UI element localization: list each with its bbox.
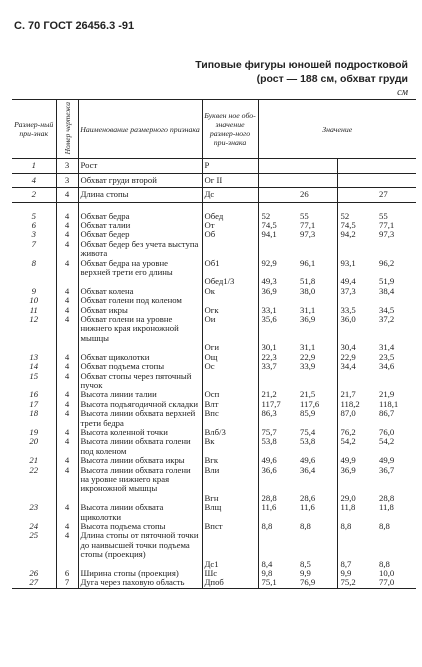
row-symbol: Огк <box>202 306 258 315</box>
row-number: 19 <box>12 428 56 437</box>
table-row <box>12 259 416 278</box>
row-number: 3 <box>12 230 56 239</box>
row-number: 1 <box>12 159 56 173</box>
row-value: 55 <box>297 202 337 221</box>
row-value: 92,9 <box>261 257 277 268</box>
row-value: 8,5 <box>297 560 337 569</box>
row-value: 74,5 <box>261 220 277 230</box>
row-value: 8,8 <box>379 558 390 569</box>
row-name: Обхват икры <box>78 306 202 315</box>
row-value: 8,7 <box>340 558 352 569</box>
table-row <box>12 437 416 456</box>
row-symbol <box>202 531 258 559</box>
row-symbol: Ос <box>202 362 258 371</box>
row-number: 4 <box>12 173 56 187</box>
table-row <box>12 240 416 259</box>
row-value: 33,9 <box>297 362 337 371</box>
row-number: 23 <box>12 503 56 522</box>
row-symbol <box>202 240 258 259</box>
row-chart: 4 <box>56 221 78 230</box>
row-number: 22 <box>12 466 56 494</box>
row-value: 86,3 <box>261 408 277 419</box>
row-value <box>297 159 337 173</box>
row-value: 10,0 <box>379 568 395 579</box>
row-value: 34,4 <box>340 361 356 372</box>
row-chart: 7 <box>56 578 78 587</box>
row-value: 49,3 <box>261 276 277 287</box>
row-value: 38,0 <box>297 287 337 296</box>
row-value <box>258 188 297 202</box>
row-value: 21,2 <box>261 389 277 400</box>
row-chart: 4 <box>56 240 78 259</box>
row-number: 21 <box>12 456 56 465</box>
row-number: 14 <box>12 362 56 371</box>
row-symbol: Влт <box>202 400 258 409</box>
row-value <box>297 372 337 391</box>
row-number: 27 <box>12 578 56 587</box>
table-row <box>12 466 416 494</box>
row-value: 11,6 <box>261 502 277 513</box>
table-row <box>12 287 416 296</box>
row-name: Рост <box>78 159 202 173</box>
page-header: С. 70 ГОСТ 26456.3 -91 <box>14 20 135 32</box>
row-value: 38,4 <box>379 285 395 296</box>
row-value: 27 <box>376 188 416 202</box>
row-value: 118,2 <box>340 398 360 409</box>
row-value <box>376 159 416 173</box>
row-symbol: Влщ <box>202 503 258 522</box>
row-value: 87,0 <box>340 408 356 419</box>
row-value: 49,6 <box>297 456 337 465</box>
row-value: 77,1 <box>297 221 337 230</box>
row-symbol: Оги <box>202 343 258 352</box>
row-value: 11,6 <box>297 503 337 522</box>
row-value: 54,2 <box>340 436 356 447</box>
row-chart: 3 <box>56 173 78 187</box>
row-value: 118,1 <box>379 398 399 409</box>
row-value: 55 <box>379 210 388 221</box>
row-chart: 4 <box>56 306 78 315</box>
table-row <box>12 522 416 531</box>
row-value <box>337 240 376 259</box>
row-chart: 4 <box>56 287 78 296</box>
row-value: 85,9 <box>297 409 337 428</box>
row-symbol: Осп <box>202 390 258 399</box>
row-name: Высота линии обхвата щиколотки <box>78 503 202 522</box>
row-name: Высота подъягодичной складки <box>78 400 202 409</box>
row-value: 31,1 <box>297 306 337 315</box>
row-chart: 4 <box>56 230 78 239</box>
row-value: 74,5 <box>340 220 356 230</box>
row-value: 29,0 <box>340 492 356 503</box>
row-chart: 4 <box>56 390 78 399</box>
row-symbol: Вли <box>202 466 258 494</box>
row-value: 49,6 <box>261 455 277 466</box>
row-name: Высота линии обхвата икры <box>78 456 202 465</box>
row-symbol: Впс <box>202 409 258 428</box>
row-symbol: От <box>202 221 258 230</box>
row-value: 76,2 <box>340 426 356 437</box>
row-symbol: Вгн <box>202 494 258 503</box>
row-value: 11,8 <box>340 502 356 513</box>
row-number: 26 <box>12 569 56 578</box>
row-symbol: Впст <box>202 522 258 531</box>
row-symbol: Ок <box>202 287 258 296</box>
row-name: Ширина стопы (проекция) <box>78 569 202 578</box>
row-value <box>258 159 297 173</box>
row-value <box>297 173 337 187</box>
row-name: Обхват бедра на уровне верхней трети его длины <box>78 259 202 278</box>
row-value: 93,1 <box>340 257 356 268</box>
row-name: Высота линии обхвата верхней трети бедра <box>78 409 202 428</box>
row-number: 18 <box>12 409 56 428</box>
row-number: 9 <box>12 287 56 296</box>
row-chart: 4 <box>56 437 78 456</box>
row-symbol: Дс1 <box>202 560 258 569</box>
row-value <box>258 531 297 559</box>
measurement-table <box>12 99 416 589</box>
row-value: 36,0 <box>340 314 356 325</box>
row-value <box>258 240 297 259</box>
table-title <box>195 58 408 86</box>
row-value: 77,0 <box>379 577 395 588</box>
col-header-value: Значение <box>258 100 416 159</box>
row-chart: 3 <box>56 159 78 173</box>
row-value: 76,9 <box>297 578 337 587</box>
row-chart: 4 <box>56 531 78 559</box>
row-name: Высота линии талии <box>78 390 202 399</box>
row-value: 37,3 <box>340 285 356 296</box>
row-value: 54,2 <box>379 436 395 447</box>
row-name: Обхват стопы через пяточный пучок <box>78 372 202 391</box>
row-symbol: Обед1/3 <box>202 277 258 286</box>
row-chart: 4 <box>56 362 78 371</box>
col-header-name: Наименование размерного признака <box>78 100 202 159</box>
table-row <box>12 159 416 173</box>
row-value: 36,9 <box>340 464 356 475</box>
row-name: Дуга через паховую область <box>78 578 202 587</box>
row-value: 52 <box>340 210 350 221</box>
col-header-symbol: Буквен ное обо-значение размер-ного при-знака <box>202 100 258 159</box>
row-value: 75,1 <box>261 577 277 588</box>
row-number: 25 <box>12 531 56 559</box>
row-value: 75,7 <box>261 426 277 437</box>
table-row <box>12 362 416 371</box>
row-value <box>376 173 416 187</box>
row-chart: 4 <box>56 409 78 428</box>
row-number: 10 <box>12 296 56 305</box>
row-value: 8,8 <box>261 521 273 531</box>
row-value: 94,1 <box>261 229 277 240</box>
row-name: Обхват подъема стопы <box>78 362 202 371</box>
table-row <box>12 531 416 559</box>
row-value: 21,5 <box>297 390 337 399</box>
title-line-1: Типовые фигуры юношей подростковой <box>195 59 408 71</box>
table-row <box>12 315 416 343</box>
row-value: 97,3 <box>297 230 337 239</box>
col-header-num: Размер-ный при-знак <box>12 100 56 159</box>
row-value: 33,5 <box>340 304 356 315</box>
unit-label: см <box>397 87 408 98</box>
row-chart: 4 <box>56 400 78 409</box>
row-value: 22,3 <box>261 351 277 362</box>
row-name: Обхват груди второй <box>78 173 202 187</box>
row-number: 12 <box>12 315 56 343</box>
row-value: 51,9 <box>379 276 395 287</box>
row-symbol: Ог II <box>202 173 258 187</box>
row-name: Обхват щиколотки <box>78 353 202 362</box>
row-name: Обхват колена <box>78 287 202 296</box>
row-symbol: Ои <box>202 315 258 343</box>
row-value: 53,8 <box>297 437 337 456</box>
row-value: 26 <box>297 188 337 202</box>
row-value: 8,4 <box>261 558 273 569</box>
row-value: 22,9 <box>340 351 356 362</box>
row-value: 52 <box>261 210 271 221</box>
table-row <box>12 578 416 587</box>
row-name: Высота коленной точки <box>78 428 202 437</box>
row-chart: 4 <box>56 372 78 391</box>
row-value: 117,6 <box>297 400 337 409</box>
row-value: 34,6 <box>379 361 395 372</box>
table-row <box>12 188 416 202</box>
table-row <box>12 230 416 239</box>
row-number: 8 <box>12 259 56 278</box>
row-value: 31,4 <box>379 342 395 353</box>
row-value: 9,9 <box>297 569 337 578</box>
row-value: 49,9 <box>379 455 395 466</box>
row-name: Длина стопы от пяточной точки до наивысшей точки подъема стопы (проекция) <box>78 531 202 559</box>
row-value: 36,9 <box>261 285 277 296</box>
row-name: Высота линии обхвата голени под коленом <box>78 437 202 456</box>
row-value: 23,5 <box>379 351 395 362</box>
row-chart: 4 <box>56 315 78 343</box>
row-name: Обхват бедер без учета выступа живота <box>78 240 202 259</box>
row-symbol: Дс <box>202 188 258 202</box>
row-chart: 4 <box>56 296 78 305</box>
row-value: 21,7 <box>340 389 356 400</box>
row-value: 51,8 <box>297 277 337 286</box>
row-value: 76,0 <box>379 426 395 437</box>
row-number: 17 <box>12 400 56 409</box>
row-value: 75,2 <box>340 577 356 588</box>
row-number: 15 <box>12 372 56 391</box>
row-name: Обхват бедер <box>78 230 202 239</box>
row-value: 22,9 <box>297 353 337 362</box>
row-symbol: Влб/3 <box>202 428 258 437</box>
row-number: 2 <box>12 188 56 202</box>
row-value <box>337 188 376 202</box>
row-value: 9,9 <box>340 568 352 579</box>
row-value: 53,8 <box>261 436 277 447</box>
row-name: Обхват бедра <box>78 202 202 221</box>
row-value: 30,1 <box>261 342 277 353</box>
row-symbol: Шс <box>202 569 258 578</box>
row-value: 28,8 <box>379 492 395 503</box>
row-name: Высота подъема стопы <box>78 522 202 531</box>
row-value: 49,4 <box>340 276 356 287</box>
row-chart: 4 <box>56 456 78 465</box>
row-value: 8,8 <box>379 521 390 531</box>
row-symbol: Р <box>202 159 258 173</box>
row-value <box>297 531 337 559</box>
row-symbol <box>202 372 258 391</box>
row-chart: 4 <box>56 428 78 437</box>
col-header-chart: Номер чертежа <box>56 100 78 159</box>
row-value: 9,8 <box>261 568 273 579</box>
row-value: 37,2 <box>379 314 395 325</box>
row-symbol: Вгк <box>202 456 258 465</box>
row-value: 96,2 <box>379 257 395 268</box>
row-chart: 4 <box>56 353 78 362</box>
row-number: 6 <box>12 221 56 230</box>
row-value: 33,1 <box>261 304 277 315</box>
title-line-2: (рост — 188 см, обхват груди <box>256 73 408 85</box>
row-symbol: Обед <box>202 202 258 221</box>
row-symbol: Дпоб <box>202 578 258 587</box>
row-value <box>376 531 416 559</box>
row-value: 49,9 <box>340 455 356 466</box>
row-number: 13 <box>12 353 56 362</box>
row-name: Длина стопы <box>78 188 202 202</box>
row-value <box>337 159 376 173</box>
row-number: 24 <box>12 522 56 531</box>
row-value <box>297 240 337 259</box>
row-value: 117,7 <box>261 398 281 409</box>
row-symbol: Об1 <box>202 259 258 278</box>
row-value: 86,7 <box>379 408 395 419</box>
row-value <box>258 372 297 391</box>
table-row <box>12 409 416 428</box>
row-value: 8,8 <box>297 522 337 531</box>
row-value <box>337 173 376 187</box>
row-name: Обхват голени на уровне нижнего края икроножной мышцы <box>78 315 202 343</box>
row-value: 75,4 <box>297 428 337 437</box>
row-name: Обхват талии <box>78 221 202 230</box>
row-value: 33,7 <box>261 361 277 372</box>
row-number: 20 <box>12 437 56 456</box>
row-value: 36,4 <box>297 466 337 494</box>
row-symbol: Об <box>202 230 258 239</box>
row-value: 28,6 <box>297 494 337 503</box>
row-value: 35,6 <box>261 314 277 325</box>
table-row <box>12 372 416 391</box>
row-value: 11,8 <box>379 502 394 513</box>
table-row <box>12 503 416 522</box>
row-value <box>337 531 376 559</box>
row-chart: 4 <box>56 522 78 531</box>
row-value: 28,8 <box>261 492 277 503</box>
row-value: 97,3 <box>379 229 395 240</box>
row-value: 34,5 <box>379 304 395 315</box>
row-number: 11 <box>12 306 56 315</box>
row-value: 36,6 <box>261 464 277 475</box>
row-chart: 4 <box>56 259 78 278</box>
row-value <box>376 372 416 391</box>
row-value: 30,4 <box>340 342 356 353</box>
row-chart: 4 <box>56 202 78 221</box>
table-row <box>12 173 416 187</box>
row-value: 94,2 <box>340 229 356 240</box>
row-number: 7 <box>12 240 56 259</box>
row-value: 8,8 <box>340 521 352 531</box>
row-number: 16 <box>12 390 56 399</box>
row-value <box>337 372 376 391</box>
row-symbol: Ощ <box>202 353 258 362</box>
row-value: 31,1 <box>297 343 337 352</box>
row-name: Высота линии обхвата голени на уровне нижнего края икроножной мышцы <box>78 466 202 494</box>
row-chart: 6 <box>56 569 78 578</box>
row-value <box>376 240 416 259</box>
row-value: 36,9 <box>297 315 337 343</box>
row-name: Обхват голени под коленом <box>78 296 202 305</box>
row-value: 77,1 <box>379 220 395 230</box>
row-number: 5 <box>12 202 56 221</box>
row-chart: 4 <box>56 188 78 202</box>
row-symbol: Вк <box>202 437 258 456</box>
table-row <box>12 202 416 221</box>
row-chart: 4 <box>56 503 78 522</box>
row-value: 21,9 <box>379 389 395 400</box>
row-chart: 4 <box>56 466 78 494</box>
row-value: 36,7 <box>379 464 395 475</box>
row-value <box>258 173 297 187</box>
row-value: 96,1 <box>297 259 337 278</box>
